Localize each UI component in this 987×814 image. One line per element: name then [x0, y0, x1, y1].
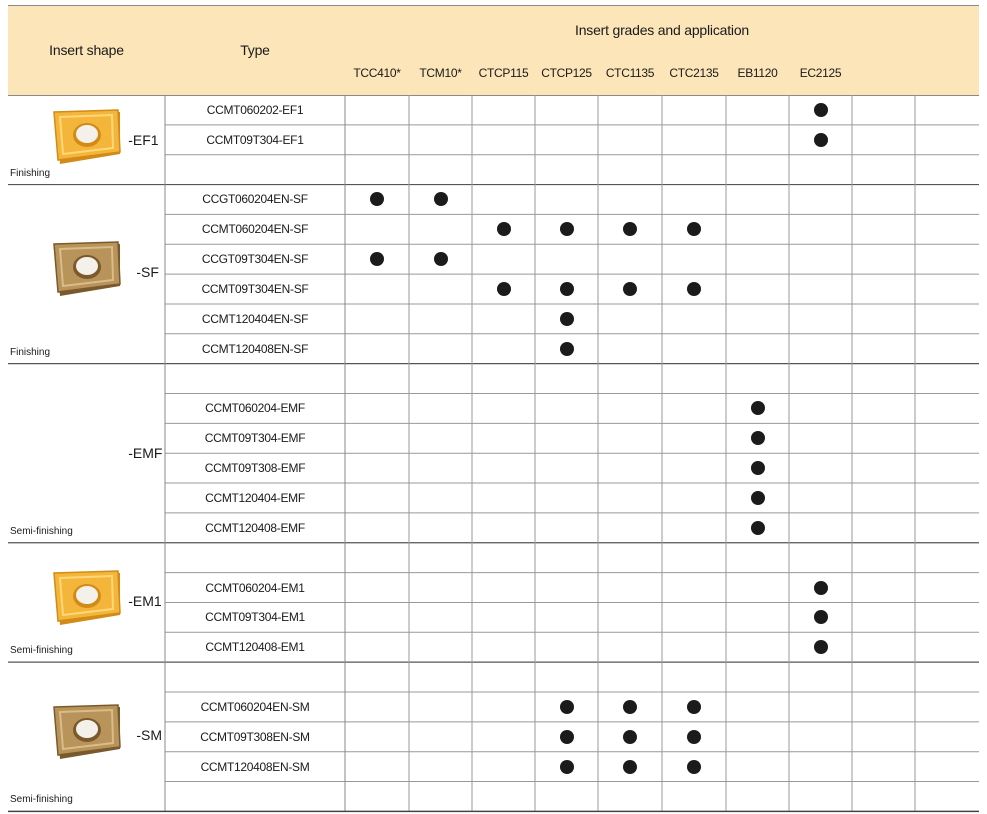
type-cell: CCMT09T304-EM1: [205, 610, 305, 625]
grade-dot: [370, 192, 384, 206]
type-cell: CCGT09T304EN-SF: [201, 252, 309, 267]
grade-header: CTC1135: [605, 66, 655, 80]
gold-cc-insert-icon: [50, 569, 126, 631]
type-cell: CCMT09T308-EMF: [204, 461, 306, 476]
grade-dot: [814, 581, 828, 595]
grade-dot: [370, 252, 384, 266]
type-cell: CCGT060204EN-SF: [202, 192, 308, 207]
grade-dot: [814, 610, 828, 624]
grade-dot: [814, 133, 828, 147]
grade-dot: [560, 312, 574, 326]
header-background: [8, 6, 979, 95]
grade-dot: [814, 103, 828, 117]
grade-dot: [751, 521, 765, 535]
grade-dot: [560, 760, 574, 774]
shape-code-label: -SM: [136, 727, 163, 744]
grade-dot: [623, 760, 637, 774]
grade-dot: [623, 222, 637, 236]
grade-dot: [434, 192, 448, 206]
grade-dot: [623, 730, 637, 744]
type-cell: CCMT09T304-EMF: [204, 431, 306, 446]
application-label: Finishing: [10, 167, 51, 179]
type-cell: CCMT120404-EMF: [205, 490, 305, 505]
shape-code-label: -EM1: [128, 593, 162, 610]
grade-dot: [814, 640, 828, 654]
type-cell: CCMT120408EN-SF: [201, 341, 309, 356]
type-cell: CCMT09T304EN-SF: [201, 282, 309, 297]
application-label: Semi-finishing: [10, 525, 73, 537]
grade-dot: [560, 342, 574, 356]
gold-cc-insert-icon: [50, 108, 126, 170]
type-cell: CCMT060204EN-SF: [201, 222, 309, 237]
type-cell: CCMT120404EN-SF: [201, 311, 309, 326]
grade-dot: [751, 491, 765, 505]
grade-dot: [687, 760, 701, 774]
insert-shape-header: Insert shape: [49, 42, 124, 58]
grade-header: TCM10*: [419, 66, 462, 80]
shape-code-label: -SF: [136, 264, 159, 281]
grade-dot: [560, 700, 574, 714]
type-cell: CCMT09T308EN-SM: [200, 729, 310, 744]
application-label: Semi-finishing: [10, 645, 73, 657]
grade-dot: [687, 282, 701, 296]
grade-header: CTCP125: [541, 66, 592, 80]
type-cell: CCMT060202-EF1: [206, 102, 304, 117]
grade-dot: [560, 282, 574, 296]
application-label: Finishing: [10, 346, 51, 358]
grade-dot: [623, 700, 637, 714]
type-cell: CCMT120408-EMF: [205, 520, 305, 535]
grade-dot: [560, 730, 574, 744]
shape-code-label: -EF1: [128, 132, 159, 148]
grade-dot: [687, 730, 701, 744]
bronze-cc-insert-icon: [50, 240, 126, 302]
grade-dot: [751, 461, 765, 475]
type-cell: CCMT060204-EMF: [205, 401, 305, 416]
grades-header: Insert grades and application: [575, 22, 749, 38]
grade-dot: [751, 431, 765, 445]
type-header: Type: [240, 42, 270, 58]
grade-header: CTCP115: [478, 66, 529, 80]
grade-dot: [623, 282, 637, 296]
grade-dot: [560, 222, 574, 236]
shape-code-label: -EMF: [128, 445, 163, 462]
grade-dot: [751, 401, 765, 415]
grade-header: CTC2135: [669, 66, 719, 80]
type-cell: CCMT09T304-EF1: [206, 132, 304, 147]
grade-dot: [434, 252, 448, 266]
grade-header: EC2125: [799, 66, 842, 80]
bronze-cc-insert-icon: [50, 703, 126, 765]
type-cell: CCMT120408EN-SM: [200, 759, 310, 774]
grade-dot: [497, 222, 511, 236]
grade-dot: [687, 222, 701, 236]
type-cell: CCMT060204-EM1: [205, 580, 305, 595]
type-cell: CCMT060204EN-SM: [200, 699, 310, 714]
grade-header: TCC410*: [353, 66, 401, 80]
type-cell: CCMT120408-EM1: [205, 640, 305, 655]
grade-dot: [687, 700, 701, 714]
application-label: Semi-finishing: [10, 794, 73, 806]
grade-dot: [497, 282, 511, 296]
grade-header: EB1120: [737, 66, 778, 80]
